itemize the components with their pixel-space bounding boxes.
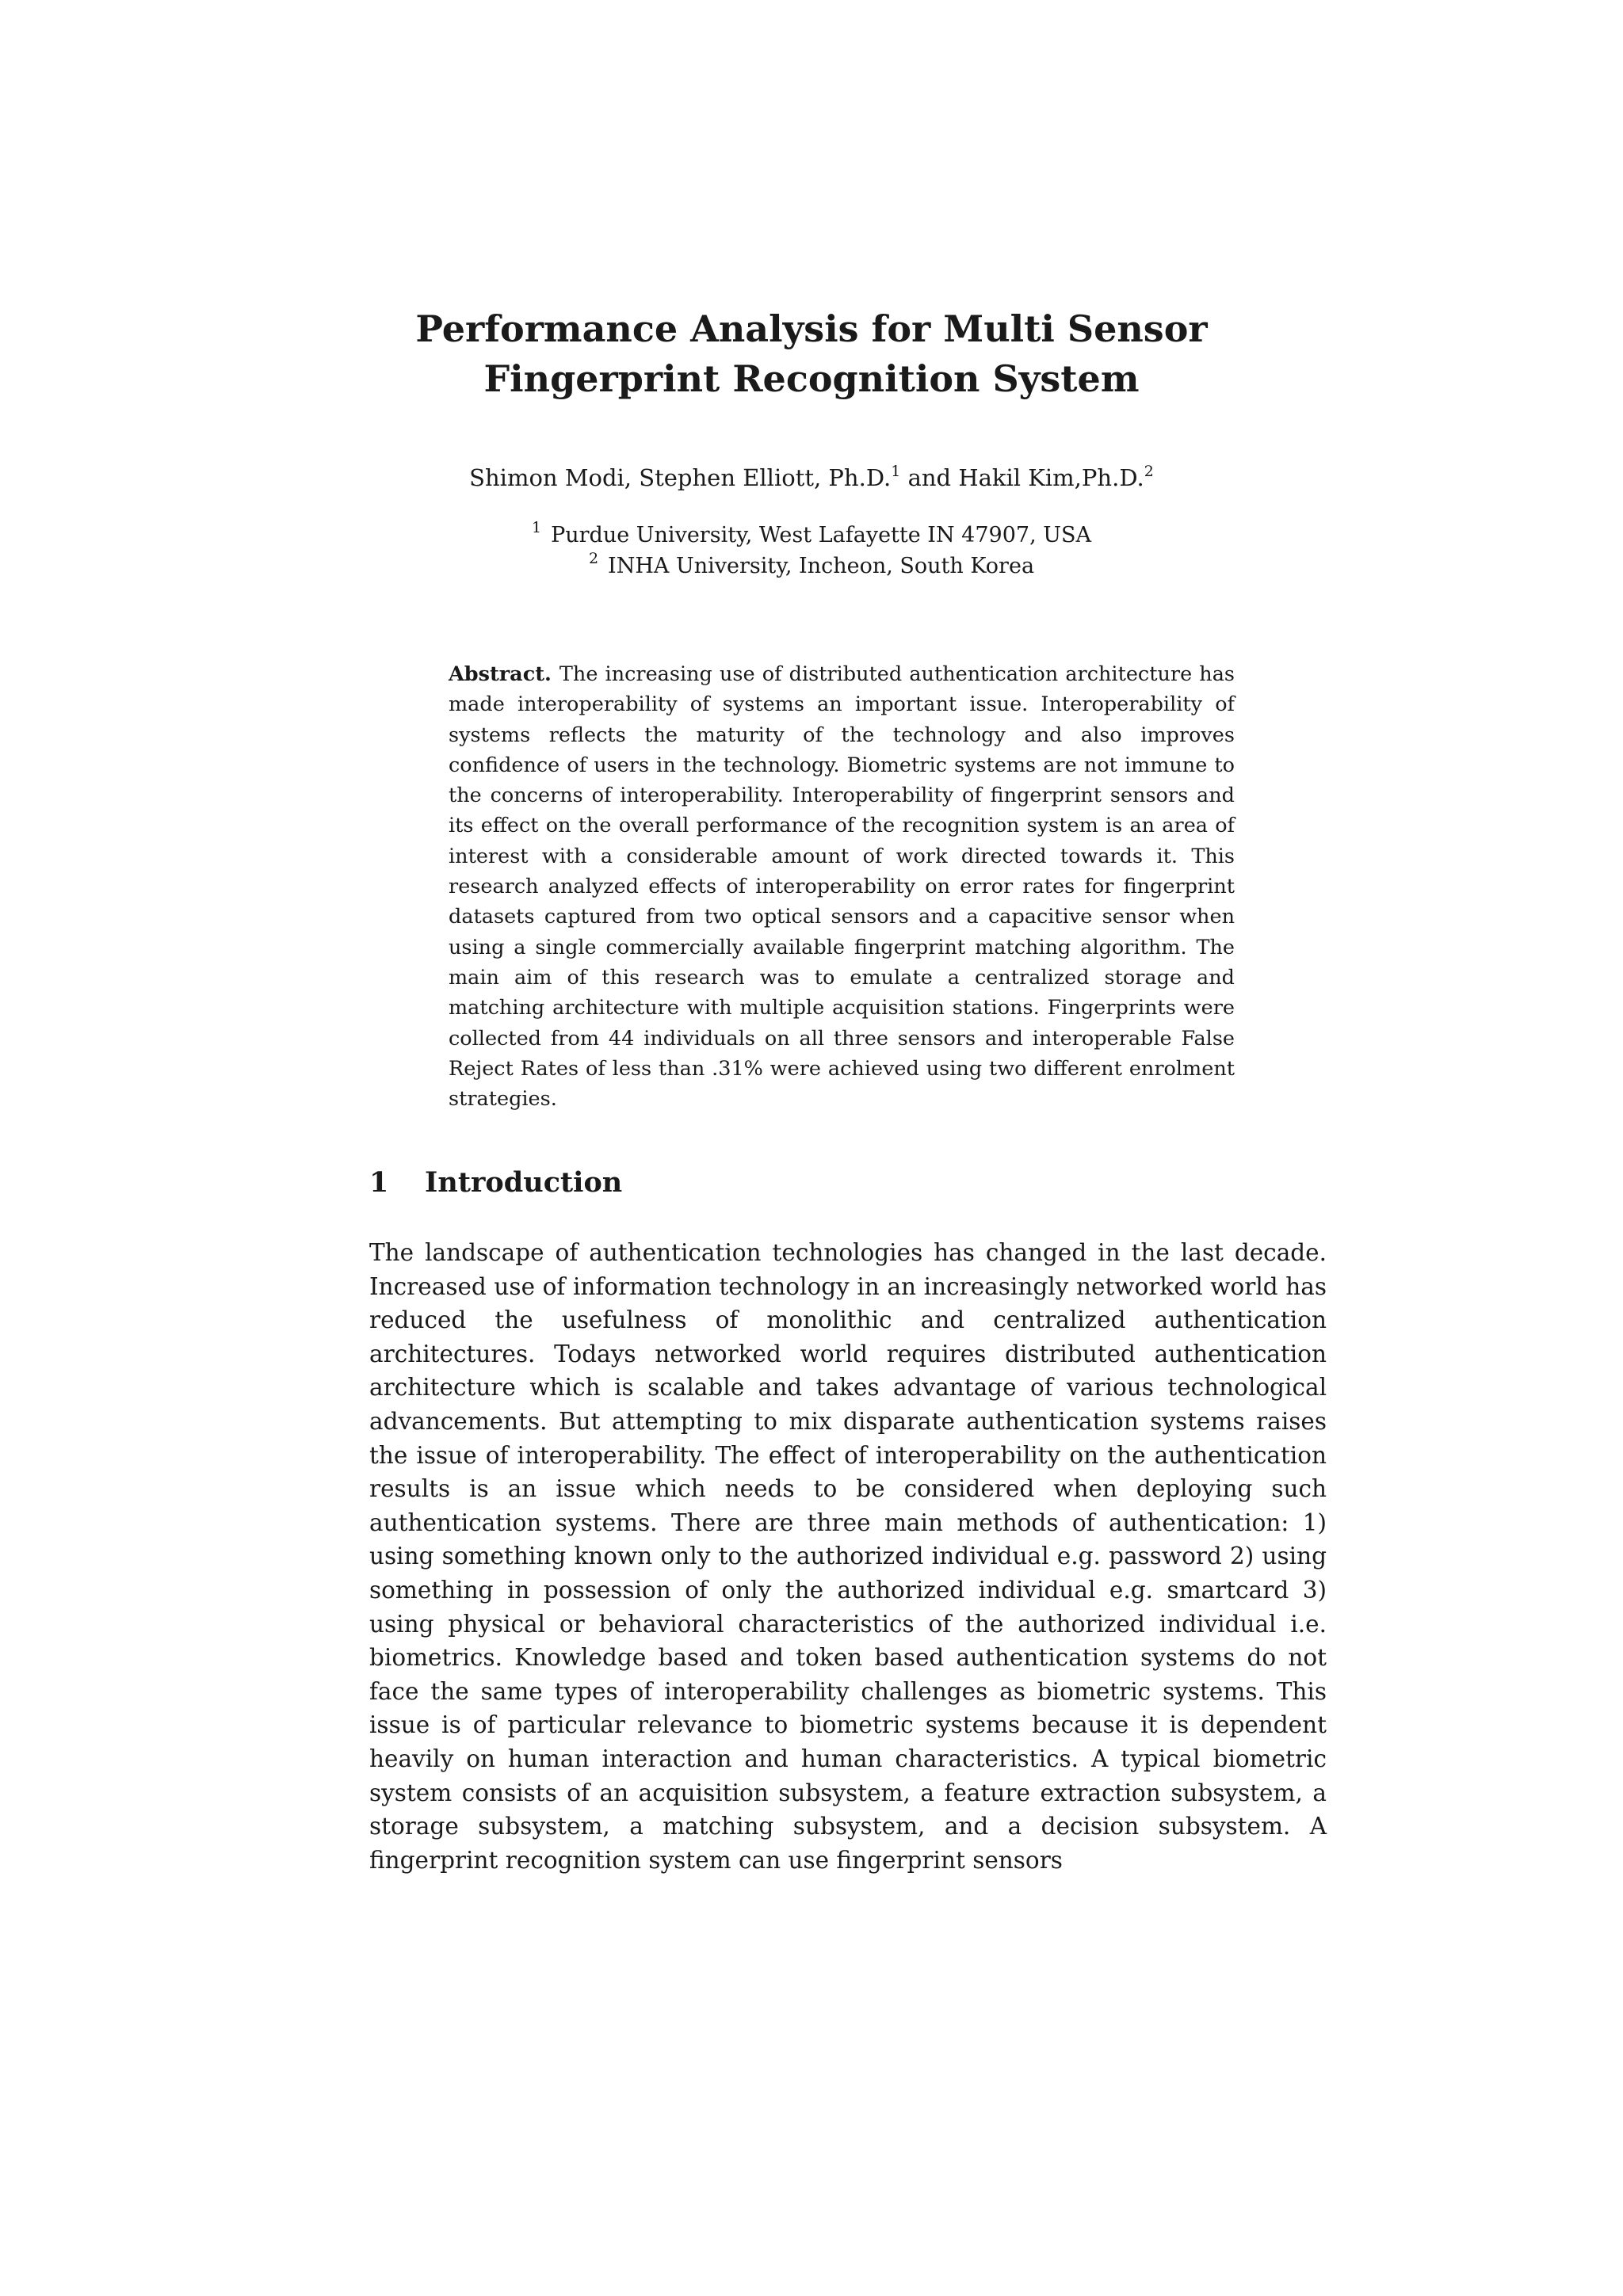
title-line-2: Fingerprint Recognition System [483,357,1140,400]
affiliation-marker-2: 2 [1144,463,1154,480]
section-title: Introduction [425,1166,623,1199]
section-number: 1 [369,1166,389,1199]
abstract [449,659,1235,1114]
author-list [336,462,1287,494]
affiliation-2 [336,551,1287,582]
affiliation-2-text: INHA University, Incheon, South Korea [608,554,1035,578]
affiliation-2-mark: 2 [588,550,599,567]
authors-part-1: Shimon Modi, Stephen Elliott, Ph.D. [469,464,892,491]
affiliation-1-text: Purdue University, West Lafayette IN 47907, USA [551,523,1091,547]
introduction-paragraph: The landscape of authentication technologies has changed in the last decade. Increased use of information technology in an increasingly networked world has reduced the usefulness of monolithic and centralized authentication architectures. Todays networked world requires distributed authentication architecture which is scalable and takes advantage of various technological advancements. But attempting to mix disparate authentication systems raises the issue of interoperability. The effect of interoperability on the authentication results is an issue which needs to be considered when deploying such authentication systems. There are three main methods of authentication: 1) using something known only to the authorized individual e.g. password 2) using something in possession of only the authorized individual e.g. smartcard 3) using physical or behavioral characteristics of the authorized individual i.e. biometrics. Knowledge based and token based authentication systems do not face the same types of interoperability challenges as biometric systems. This issue is of particular relevance to biometric systems because it is dependent heavily on human interaction and human characteristics. A typical biometric system consists of an acquisition subsystem, a feature extraction subsystem, a storage subsystem, a matching subsystem, and a decision subsystem. A fingerprint recognition system can use fingerprint sensors [369,1239,1327,1874]
abstract-label: Abstract. [449,662,552,686]
title-line-1: Performance Analysis for Multi Sensor [415,307,1208,350]
affiliation-1-mark: 1 [532,519,542,536]
authors-part-2: and Hakil Kim,Ph.D. [900,464,1144,491]
abstract-text: The increasing use of distributed authentication architecture has made interoperability of systems an important issue. Interoperability of systems reflects the maturity of the technology and also improves confidence of users in the technology. Biometric systems are not immune to the concerns of interoperability. Interoperability of fingerprint sensors and its effect on the overall performance of the recognition system is an area of interest with a considerable amount of work directed towards it. This research analyzed effects of interoperability on error rates for fingerprint datasets captured from two optical sensors and a capacitive sensor when using a single commercially available fingerprint matching algorithm. The main aim of this research was to emulate a centralized storage and matching architecture with multiple acquisition stations. Fingerprints were collected from 44 individuals on all three sensors and interoperable False Reject Rates of less than .31% were achieved using two different enrolment strategies. [449,662,1235,1112]
introduction-body [369,1236,1327,1877]
paper-title [336,304,1287,404]
affiliation-marker-1: 1 [891,463,901,480]
section-heading-introduction [369,1165,622,1201]
affiliation-1 [336,521,1287,551]
